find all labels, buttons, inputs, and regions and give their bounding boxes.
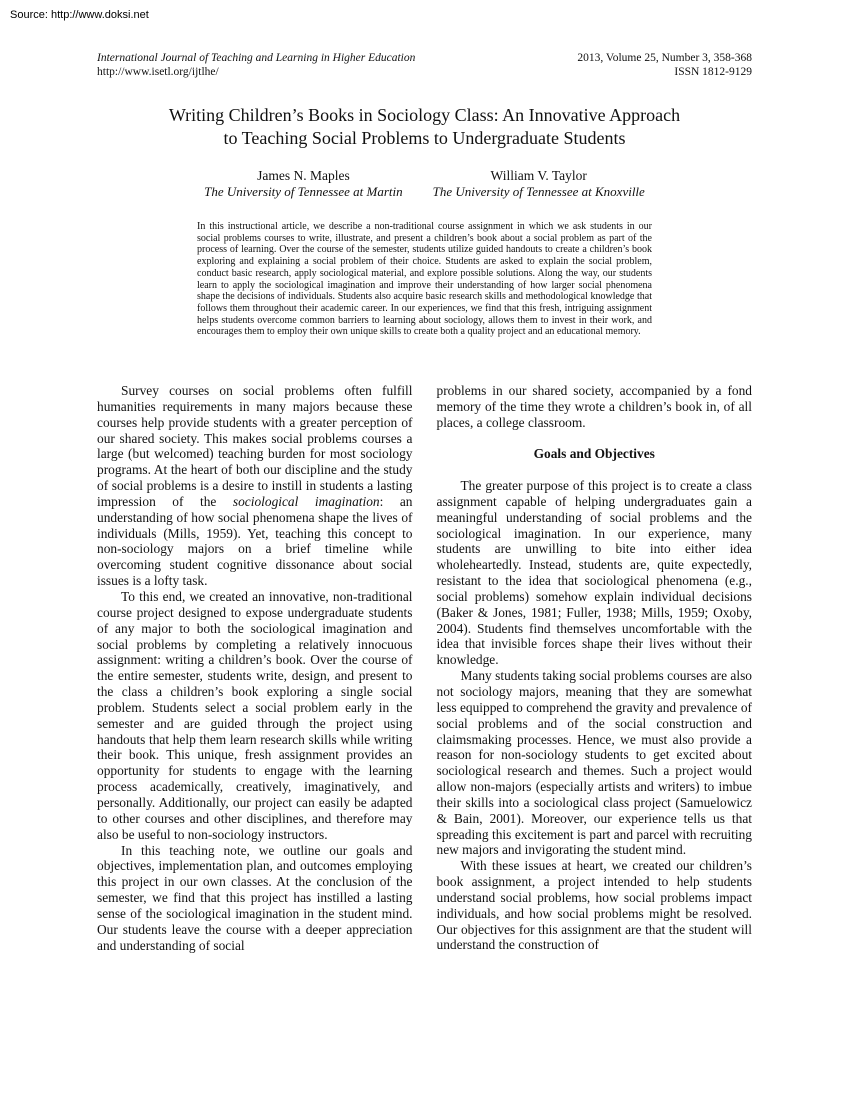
article-title <box>97 104 752 150</box>
right-column <box>437 383 753 953</box>
paragraph: The greater purpose of this project is to create a class assignment capable of helping undergraduates gain a meaningful understanding of social problems and the sociological imagination. In our experience, many students are unwilling to bite into either idea wholeheartedly. Instead, students are, quite expectedly, resistant to the idea that sociological phenomena (e.g., social problems) somehow explain individual decisions (Baker & Jones, 1981; Fuller, 1938; Mills, 1959; Oxoby, 2004). Students find themselves uncomfortable with the idea that invisible forces shape their lives without their knowledge. <box>436 478 752 668</box>
paragraph: Many students taking social problems courses are also not sociology majors, meaning that they are somewhat less equipped to comprehend the gravity and prevalence of social problems and of the social construction and claimsmaking processes. Hence, we must also provide a reason for non-sociology students to get excited about sociological research and themes. Such a project would allow non-majors (especially artists and writers) to imbue their skills into a sociological class project (Samuelowicz & Bain, 2001). Moreover, our experience tells us that spreading this excitement is part and parcel with recruiting new majors and invigorating the student mind. <box>436 668 752 858</box>
paragraph: In this teaching note, we outline our goals and objectives, implementation plan, and outcomes employing this project in our own classes. At the conclusion of the semester, we find that this project has instilled a lasting sense of the sociological imagination in the student mind. Our students leave the course with a deeper appreciation and understanding of social <box>97 842 413 953</box>
author-affiliation: The University of Tennessee at Martin <box>204 184 403 199</box>
journal-url: http://www.isetl.org/ijtlhe/ <box>97 65 219 78</box>
paragraph-text: : an understanding of how social phenomena shape the lives of individuals (Mills, 1959). Yet, teaching this concept to non-sociology majors on a brief timeline while overcoming student cognitive dissonance about social issues is a lofty task. <box>97 493 413 589</box>
paragraph-text: Survey courses on social problems often fulfill humanities requirements in many majors because these courses help provide students with a greater perception of our shared society. This makes social problems courses a large (but welcomed) teaching burden for most sociology programs. At the heart of both our discipline and the study of social problems is a desire to instill in students a lasting impression of the <box>97 383 413 509</box>
body-columns <box>97 383 752 953</box>
journal-header-right <box>577 52 752 79</box>
paragraph: With these issues at heart, we created our children’s book assignment, a project intended to help students understand social problems, how social problems impact individuals, and how social problems might be resolved. Our objectives for this assignment are that the student will understand the construction of <box>436 858 752 953</box>
section-heading-goals-and-objectives: Goals and Objectives <box>533 446 655 462</box>
journal-header-left <box>97 52 415 79</box>
author-block-2 <box>433 167 645 200</box>
emphasized-term: sociological imagination <box>232 493 380 509</box>
journal-name: International Journal of Teaching and Learning in Higher Education <box>97 52 416 64</box>
article-title-line2: to Teaching Social Problems to Undergraduate Students <box>223 128 626 148</box>
left-column <box>97 383 413 953</box>
author-block-1 <box>204 167 402 200</box>
source-watermark: Source: http://www.doksi.net <box>10 9 149 21</box>
paragraph: problems in our shared society, accompanied by a fond memory of the time they wrote a children’s book in, of all places, a college classroom. <box>436 383 752 430</box>
author-name: James N. Maples <box>257 168 350 183</box>
author-name: William V. Taylor <box>490 168 587 183</box>
article-title-line1: Writing Children’s Books in Sociology Class: An Innovative Approach <box>168 105 681 125</box>
issue-info: 2013, Volume 25, Number 3, 358-368 <box>577 52 752 64</box>
authors-row <box>97 167 752 200</box>
journal-header <box>97 52 752 79</box>
issn: ISSN 1812-9129 <box>674 65 752 78</box>
paragraph <box>97 383 413 589</box>
paragraph: To this end, we created an innovative, non-traditional course project designed to expose undergraduate students of any major to both the sociological imagination and social problems by completing a relatively innocuous assignment: writing a children’s book. Over the course of the entire semester, students write, design, and present to the class a children’s book exploring a single social problem. Students select a social problem early in the semester and are guided through the project using handouts that help them learn research skills while writing their book. This unique, fresh assignment provides an opportunity for students to engage with the learning process academically, creatively, imaginatively, and personally. Additionally, our project can easily be adapted to other courses and other disciplines, and therefore may also be useful to non-sociology instructors. <box>97 589 413 842</box>
author-affiliation: The University of Tennessee at Knoxville <box>432 184 645 199</box>
abstract-text: In this instructional article, we describe a non-traditional course assignment in which we ask students in our social problems courses to write, illustrate, and present a children’s book about a social problem as part of the process of learning. Over the course of the semester, students utilize guided handouts to create a children’s book exploring and explaining a social problem of their choice. Students are asked to explain the social problem, conduct basic research, apply sociological material, and explore possible solutions. Along the way, our students learn to apply the sociological imagination and improve their understanding of how larger social phenomena shape the decisions of individuals. Students also acquire basic research skills and methodological knowledge that follows them throughout their academic career. In our experiences, we find that this fresh, intriguing assignment helps students overcome common barriers to learning about sociology, allows them to invest in their work, and encourages them to employ their own unique skills to create both a quality project and an educational memory. <box>197 221 652 338</box>
